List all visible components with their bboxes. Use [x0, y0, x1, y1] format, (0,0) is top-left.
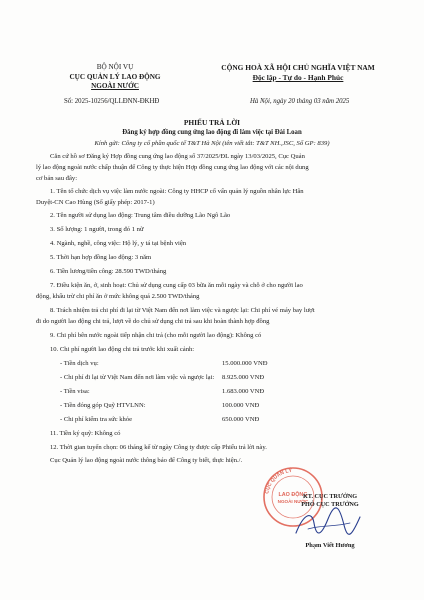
- item-line: Duyệt-CN Cao Hùng (Số giấy phép: 2017-1): [36, 199, 155, 206]
- item-line: 8. Trách nhiệm trả chi phí đi lại từ Việt Nam đến nơi làm việc và ngược lại: Chi phí vé máy bay lượt: [50, 307, 315, 314]
- republic-name: CỘNG HOÀ XÃ HỘI CHỦ NGHĨA VIỆT NAM: [221, 63, 375, 72]
- intro-line: Căn cứ hồ sơ Đăng ký Hợp đồng cung ứng lao động số 37/2025/ĐL ngày 13/03/2025, Cục Quản: [50, 153, 305, 160]
- item-line: 4. Ngành, nghề, công việc: Hộ lý, y tá tại bệnh viện: [50, 240, 187, 247]
- national-motto: Độc lập - Tự do - Hạnh Phúc: [252, 72, 344, 82]
- item-line: động, khấu trừ chi phí ăn ở mức không quá 2.500 TWD/tháng: [36, 293, 200, 300]
- intro-line: lý lao động ngoài nước chấp thuận để Công ty thực hiện Hợp đồng cung ứng lao động với các nội dung: [36, 164, 309, 171]
- document-title: PHIẾU TRẢ LỜI: [183, 118, 241, 127]
- fee-label: - Chi phí đi lại từ Việt Nam đến nơi làm việc và ngược lại:: [60, 374, 215, 381]
- item-line: 2. Tên người sử dụng lao động: Trung tâm điều dưỡng Lão Ngô Lão: [50, 212, 231, 219]
- fee-value: 100.000 VNĐ: [222, 402, 260, 409]
- department-name: CỤC QUẢN LÝ LAO ĐỘNG: [69, 72, 161, 81]
- document-number: Số: 2025-10256/QLLĐNN-ĐKHĐ: [64, 98, 160, 105]
- item-line: đi do người lao động chi trả, lượt về do chủ sử dụng chi trả sau khi hoàn thành hợp đồng: [36, 318, 270, 325]
- handwritten-signature: [290, 505, 365, 545]
- signer-name: Phạm Viết Hương: [305, 542, 355, 549]
- department-name-2: NGOÀI NƯỚC: [91, 82, 139, 91]
- fee-label: - Chi phí kiểm tra sức khỏe: [60, 416, 133, 423]
- item-line: 3. Số lượng: 1 người, trong đó 1 nữ: [50, 226, 144, 233]
- fee-value: 15.000.000 VNĐ: [222, 360, 268, 367]
- fee-label: - Tiền visa:: [60, 388, 90, 395]
- signer-title-2: PHÓ CỤC TRƯỞNG: [301, 501, 359, 509]
- fee-label: - Tiền đóng góp Quỹ HTVLNN:: [60, 402, 146, 409]
- stamp-center-2: NGOÀI NƯỚC: [277, 499, 309, 504]
- item-line: 10. Chi phí người lao động chi trả trước khi xuất cảnh:: [50, 346, 195, 353]
- document-subtitle: Đăng ký hợp đồng cung ứng lao động đi làm việc tại Đài Loan: [122, 129, 302, 136]
- fee-value: 650.000 VNĐ: [222, 416, 260, 423]
- item-line: 12. Thời gian tuyển chọn: 06 tháng kể từ ngày Công ty được cấp Phiếu trả lời này.: [50, 444, 267, 451]
- fee-value: 8.925.000 VNĐ: [222, 374, 265, 381]
- closing-line: Cục Quản lý lao động ngoài nước thông báo để Công ty biết, thực hiện./.: [50, 457, 243, 464]
- issuer-block: [40, 63, 190, 92]
- item-line: 11. Tiền ký quỹ: Không có: [50, 430, 121, 437]
- item-line: 7. Điều kiện ăn, ở, sinh hoạt: Chủ sử dụng cung cấp 03 bữa ăn mỗi ngày và chỗ ở cho người lao: [50, 282, 303, 289]
- fee-label: - Tiền dịch vụ:: [60, 360, 99, 367]
- stamp-center-1: LAO ĐỘNG: [278, 492, 308, 498]
- place-date: Hà Nội, ngày 20 tháng 03 năm 2025: [250, 98, 350, 105]
- recipient: Kính gửi: Công ty cổ phần quốc tế T&T Hà Nội (tên viết tắt: T&T NH.,JSC, Số GP: 839): [94, 140, 330, 147]
- item-line: 9. Chi phí bên nước ngoài tiếp nhận chi trả (cho mỗi người lao động): Không có: [50, 332, 262, 339]
- intro-line: cơ bản sau đây:: [36, 175, 78, 182]
- item-line: 1. Tên tổ chức dịch vụ việc làm nước ngoài: Công ty HHCP cố vấn quản lý nguồn nhân lực Hân: [50, 188, 304, 195]
- national-header: [198, 63, 398, 83]
- signer-title-1: KT. CỤC TRƯỞNG: [302, 493, 358, 500]
- fee-value: 1.683.000 VNĐ: [222, 388, 265, 395]
- item-line: 5. Thời hạn hợp đồng lao động: 3 năm: [50, 254, 152, 261]
- stamp-ring-text: CỤC QUẢN LÝ: [264, 467, 293, 495]
- item-line: 6. Tiền lương/tiền công: 28.590 TWD/tháng: [50, 268, 167, 275]
- ministry-name: BỘ NỘI VỤ: [96, 63, 134, 71]
